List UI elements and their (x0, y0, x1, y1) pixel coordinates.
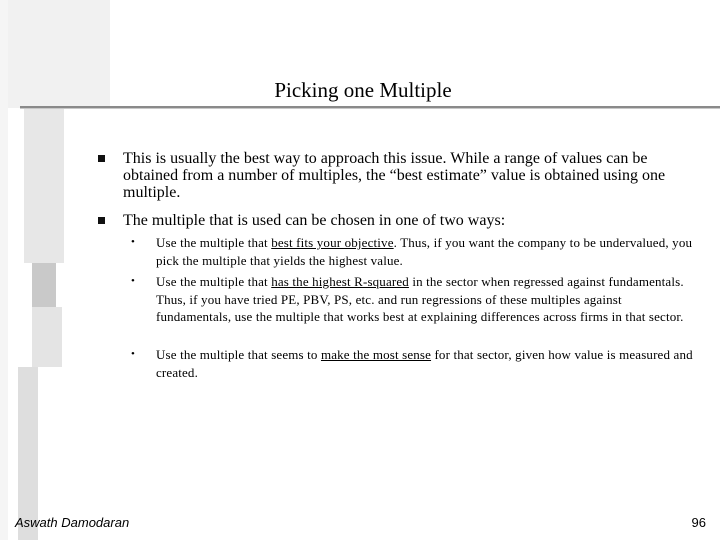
emphasis-text: best fits your objective (271, 235, 394, 250)
dot-bullet-icon: • (131, 236, 136, 248)
square-bullet-icon (98, 217, 105, 224)
sub-bullet-text: Use the multiple that best fits your objective. Thus, if you want the company to be undervalued, you pick the multiple that yields the highest value. (156, 235, 693, 268)
sub-bullet-text: Use the multiple that has the highest R-squared in the sector when regressed against fundamentals. Thus, if you have tried PE, PBV, PS, etc. and run regressions of these multiples against fundamentals, use the multiple that works best at explaining differences across firms in that sector. (156, 274, 684, 324)
bullet-item (98, 150, 698, 202)
decor-block-5 (32, 307, 62, 367)
emphasis-text: has the highest R-squared (271, 274, 409, 289)
bullet-item (98, 212, 698, 230)
bullet-text: The multiple that is used can be chosen in one of two ways: (123, 212, 506, 229)
page-number: 96 (691, 515, 706, 530)
footer-author: Aswath Damodaran (15, 515, 130, 530)
bullet-text: This is usually the best way to approach this issue. While a range of values can be obtained from a number of multiples, the “best estimate” value is obtained using one multiple. (123, 150, 666, 201)
square-bullet-icon (98, 155, 105, 162)
slide-title: Picking one Multiple (274, 78, 452, 102)
decor-block-3 (24, 108, 64, 263)
emphasis-text: make the most sense (320, 347, 432, 362)
decor-block-4 (32, 263, 56, 307)
dot-bullet-icon: • (131, 348, 136, 360)
dot-bullet-icon: • (131, 275, 136, 287)
sub-bullet-text: Use the multiple that seems to make the most sense for that sector, given how value is measured and created. (156, 347, 693, 380)
title-divider (20, 106, 720, 108)
